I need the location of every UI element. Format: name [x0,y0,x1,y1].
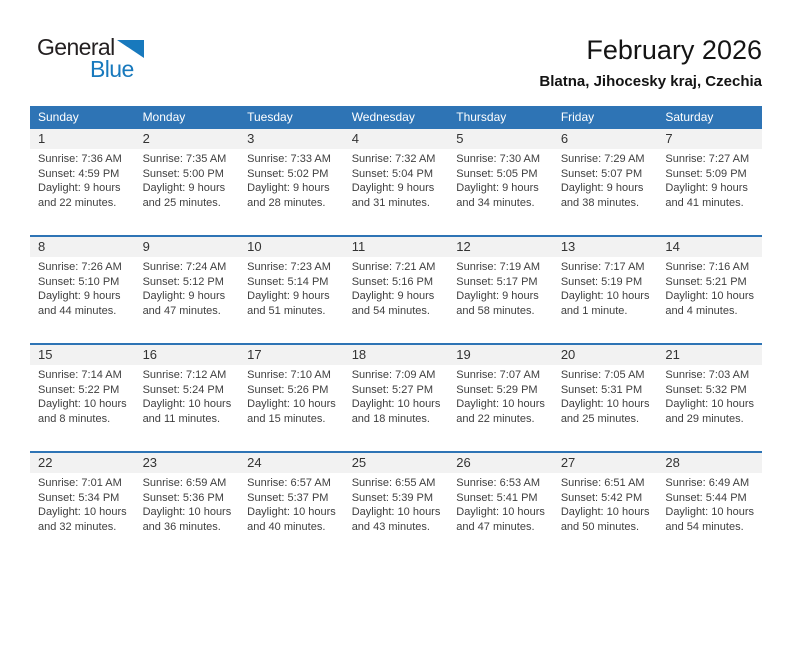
daylight-text-line1: Daylight: 9 hours [142,290,226,302]
day-number: 26 [448,453,553,473]
day-number: 21 [657,345,762,365]
day-number: 24 [239,453,344,473]
daylight-text-line2: and 22 minutes. [38,196,117,209]
sunset-text: Sunset: 5:14 PM [247,275,329,288]
week-row-2 [30,236,762,344]
sunset-text: Sunset: 5:44 PM [665,491,747,504]
weekday-header-friday: Friday [553,106,658,129]
day-cell-10 [239,236,344,344]
sunrise-text: Sunrise: 7:30 AM [456,153,541,165]
daylight-text-line1: Daylight: 9 hours [456,290,539,302]
day-number: 16 [135,345,240,365]
sunrise-text: Sunrise: 7:35 AM [142,153,227,165]
weekday-header-wednesday: Wednesday [344,106,449,129]
daylight-text-line1: Daylight: 9 hours [665,182,748,194]
daylight-text-line2: and 4 minutes. [665,304,738,317]
daylight-text-line1: Daylight: 10 hours [560,506,650,518]
day-cell-24 [239,452,344,559]
sunset-text: Sunset: 5:31 PM [560,383,643,396]
sunrise-text: Sunrise: 7:19 AM [456,261,541,273]
sunrise-text: Sunrise: 7:33 AM [247,153,331,165]
day-number: 14 [657,237,762,257]
daylight-text-line1: Daylight: 10 hours [456,506,545,518]
daylight-text-line2: and 58 minutes. [456,304,535,317]
day-cell-1 [30,129,135,236]
sunrise-text: Sunrise: 7:23 AM [247,261,331,273]
sunset-text: Sunset: 5:19 PM [560,275,643,288]
sunset-text: Sunset: 5:07 PM [560,167,643,180]
day-cell-23 [135,452,240,559]
day-number: 5 [448,129,553,149]
daylight-text-line2: and 22 minutes. [456,412,535,425]
daylight-text-line1: Daylight: 10 hours [247,398,336,410]
daylight-text-line2: and 11 minutes. [142,412,221,425]
logo-text-general: General [37,34,115,60]
daylight-text-line2: and 50 minutes. [560,520,640,533]
day-number: 22 [30,453,135,473]
day-cell-2 [135,129,240,236]
day-cell-14 [657,236,762,344]
sunrise-text: Sunrise: 7:16 AM [665,261,750,273]
sunrise-text: Sunrise: 7:17 AM [560,261,645,273]
day-number: 6 [553,129,658,149]
daylight-text-line1: Daylight: 9 hours [560,182,644,194]
day-number: 1 [30,129,135,149]
daylight-text-line1: Daylight: 10 hours [142,398,232,410]
sunset-text: Sunset: 5:24 PM [142,383,224,396]
sunset-text: Sunset: 5:12 PM [142,275,224,288]
sunrise-text: Sunrise: 6:49 AM [665,477,750,489]
sunset-text: Sunset: 5:21 PM [665,275,747,288]
sunset-text: Sunset: 5:16 PM [351,275,434,288]
sunrise-text: Sunrise: 7:21 AM [351,261,436,273]
day-number: 15 [30,345,135,365]
day-number: 20 [553,345,658,365]
sunset-text: Sunset: 5:37 PM [247,491,329,504]
daylight-text-line1: Daylight: 9 hours [456,182,539,194]
sunrise-text: Sunrise: 7:26 AM [38,261,122,273]
day-number: 19 [448,345,553,365]
weekday-header-saturday: Saturday [657,106,762,129]
sunrise-text: Sunrise: 6:59 AM [142,477,227,489]
daylight-text-line1: Daylight: 10 hours [247,506,336,518]
sunrise-text: Sunrise: 7:01 AM [38,477,122,489]
daylight-text-line1: Daylight: 10 hours [665,290,755,302]
day-number: 28 [657,453,762,473]
daylight-text-line1: Daylight: 9 hours [351,290,435,302]
day-cell-11 [344,236,449,344]
weekday-header-row [30,106,762,129]
day-cell-4 [344,129,449,236]
sunrise-text: Sunrise: 7:12 AM [142,369,227,381]
sunrise-text: Sunrise: 6:55 AM [351,477,436,489]
week-row-4 [30,452,762,559]
sunset-text: Sunset: 5:27 PM [351,383,434,396]
day-number: 27 [553,453,658,473]
sunrise-text: Sunrise: 7:03 AM [665,369,750,381]
daylight-text-line2: and 54 minutes. [351,304,430,317]
day-cell-12 [448,236,553,344]
sunrise-text: Sunrise: 7:27 AM [665,153,750,165]
sunrise-text: Sunrise: 7:32 AM [351,153,436,165]
day-number: 18 [344,345,449,365]
page-subtitle: Blatna, Jihocesky kraj, Czechia [539,72,762,90]
day-cell-13 [553,236,658,344]
daylight-text-line2: and 54 minutes. [665,520,744,533]
daylight-text-line2: and 15 minutes. [247,412,326,425]
sunset-text: Sunset: 5:26 PM [247,383,329,396]
day-number: 7 [657,129,762,149]
daylight-text-line2: and 8 minutes. [38,412,111,425]
day-cell-16 [135,344,240,452]
daylight-text-line1: Daylight: 10 hours [665,506,755,518]
general-blue-logo [30,36,144,81]
daylight-text-line1: Daylight: 9 hours [142,182,226,194]
day-number: 17 [239,345,344,365]
day-number: 13 [553,237,658,257]
sunrise-text: Sunrise: 7:07 AM [456,369,541,381]
day-number: 3 [239,129,344,149]
daylight-text-line2: and 41 minutes. [665,196,744,209]
day-cell-21 [657,344,762,452]
day-number: 12 [448,237,553,257]
sunset-text: Sunset: 5:10 PM [38,275,120,288]
page-header [30,36,762,100]
sunset-text: Sunset: 5:36 PM [142,491,224,504]
logo-text-blue: Blue [90,56,134,82]
day-cell-26 [448,452,553,559]
daylight-text-line2: and 34 minutes. [456,196,535,209]
day-cell-20 [553,344,658,452]
daylight-text-line2: and 28 minutes. [247,196,326,209]
sunset-text: Sunset: 5:42 PM [560,491,643,504]
daylight-text-line2: and 40 minutes. [247,520,326,533]
daylight-text-line2: and 44 minutes. [38,304,117,317]
day-number: 8 [30,237,135,257]
sunset-text: Sunset: 5:04 PM [351,167,434,180]
daylight-text-line1: Daylight: 10 hours [665,398,755,410]
sunset-text: Sunset: 5:32 PM [665,383,747,396]
sunset-text: Sunset: 5:17 PM [456,275,538,288]
daylight-text-line2: and 29 minutes. [665,412,744,425]
daylight-text-line1: Daylight: 10 hours [38,398,127,410]
daylight-text-line2: and 25 minutes. [560,412,640,425]
day-number: 23 [135,453,240,473]
daylight-text-line2: and 36 minutes. [142,520,221,533]
daylight-text-line1: Daylight: 10 hours [38,506,127,518]
sunrise-text: Sunrise: 6:51 AM [560,477,645,489]
day-cell-19 [448,344,553,452]
sunrise-text: Sunrise: 7:36 AM [38,153,122,165]
calendar-table [30,106,762,559]
sunset-text: Sunset: 5:22 PM [38,383,120,396]
sunrise-text: Sunrise: 7:29 AM [560,153,645,165]
page-title: February 2026 [586,35,762,65]
day-cell-3 [239,129,344,236]
sunset-text: Sunset: 5:29 PM [456,383,538,396]
day-cell-15 [30,344,135,452]
day-cell-17 [239,344,344,452]
daylight-text-line2: and 1 minute. [560,304,628,317]
daylight-text-line1: Daylight: 10 hours [351,506,441,518]
week-row-3 [30,344,762,452]
daylight-text-line1: Daylight: 10 hours [456,398,545,410]
daylight-text-line1: Daylight: 10 hours [560,398,650,410]
daylight-text-line1: Daylight: 9 hours [247,182,330,194]
week-row-1 [30,129,762,236]
sunrise-text: Sunrise: 7:09 AM [351,369,436,381]
sunset-text: Sunset: 5:34 PM [38,491,120,504]
sunrise-text: Sunrise: 7:24 AM [142,261,227,273]
sunset-text: Sunset: 5:05 PM [456,167,538,180]
daylight-text-line2: and 51 minutes. [247,304,326,317]
day-number: 4 [344,129,449,149]
daylight-text-line1: Daylight: 10 hours [560,290,650,302]
sunrise-text: Sunrise: 7:10 AM [247,369,331,381]
day-cell-6 [553,129,658,236]
sunrise-text: Sunrise: 7:05 AM [560,369,645,381]
daylight-text-line2: and 47 minutes. [456,520,535,533]
sunrise-text: Sunrise: 6:57 AM [247,477,331,489]
sunset-text: Sunset: 5:09 PM [665,167,747,180]
daylight-text-line1: Daylight: 10 hours [142,506,232,518]
day-number: 2 [135,129,240,149]
day-cell-18 [344,344,449,452]
daylight-text-line2: and 18 minutes. [351,412,430,425]
daylight-text-line1: Daylight: 9 hours [247,290,330,302]
sunset-text: Sunset: 5:39 PM [351,491,434,504]
daylight-text-line2: and 38 minutes. [560,196,640,209]
sunrise-text: Sunrise: 6:53 AM [456,477,541,489]
day-number: 25 [344,453,449,473]
daylight-text-line1: Daylight: 9 hours [38,290,121,302]
day-number: 9 [135,237,240,257]
day-cell-28 [657,452,762,559]
weekday-header-thursday: Thursday [448,106,553,129]
sunset-text: Sunset: 5:00 PM [142,167,224,180]
daylight-text-line1: Daylight: 9 hours [351,182,435,194]
sunset-text: Sunset: 5:02 PM [247,167,329,180]
day-cell-27 [553,452,658,559]
sunrise-text: Sunrise: 7:14 AM [38,369,122,381]
daylight-text-line2: and 32 minutes. [38,520,117,533]
sunset-text: Sunset: 4:59 PM [38,167,120,180]
daylight-text-line1: Daylight: 10 hours [351,398,441,410]
day-cell-5 [448,129,553,236]
daylight-text-line2: and 43 minutes. [351,520,430,533]
sunset-text: Sunset: 5:41 PM [456,491,538,504]
daylight-text-line2: and 47 minutes. [142,304,221,317]
day-cell-9 [135,236,240,344]
daylight-text-line2: and 31 minutes. [351,196,430,209]
weekday-header-sunday: Sunday [30,106,135,129]
day-number: 11 [344,237,449,257]
weekday-header-tuesday: Tuesday [239,106,344,129]
day-cell-22 [30,452,135,559]
day-cell-8 [30,236,135,344]
day-cell-25 [344,452,449,559]
daylight-text-line1: Daylight: 9 hours [38,182,121,194]
day-cell-7 [657,129,762,236]
weekday-header-monday: Monday [135,106,240,129]
daylight-text-line2: and 25 minutes. [142,196,221,209]
day-number: 10 [239,237,344,257]
